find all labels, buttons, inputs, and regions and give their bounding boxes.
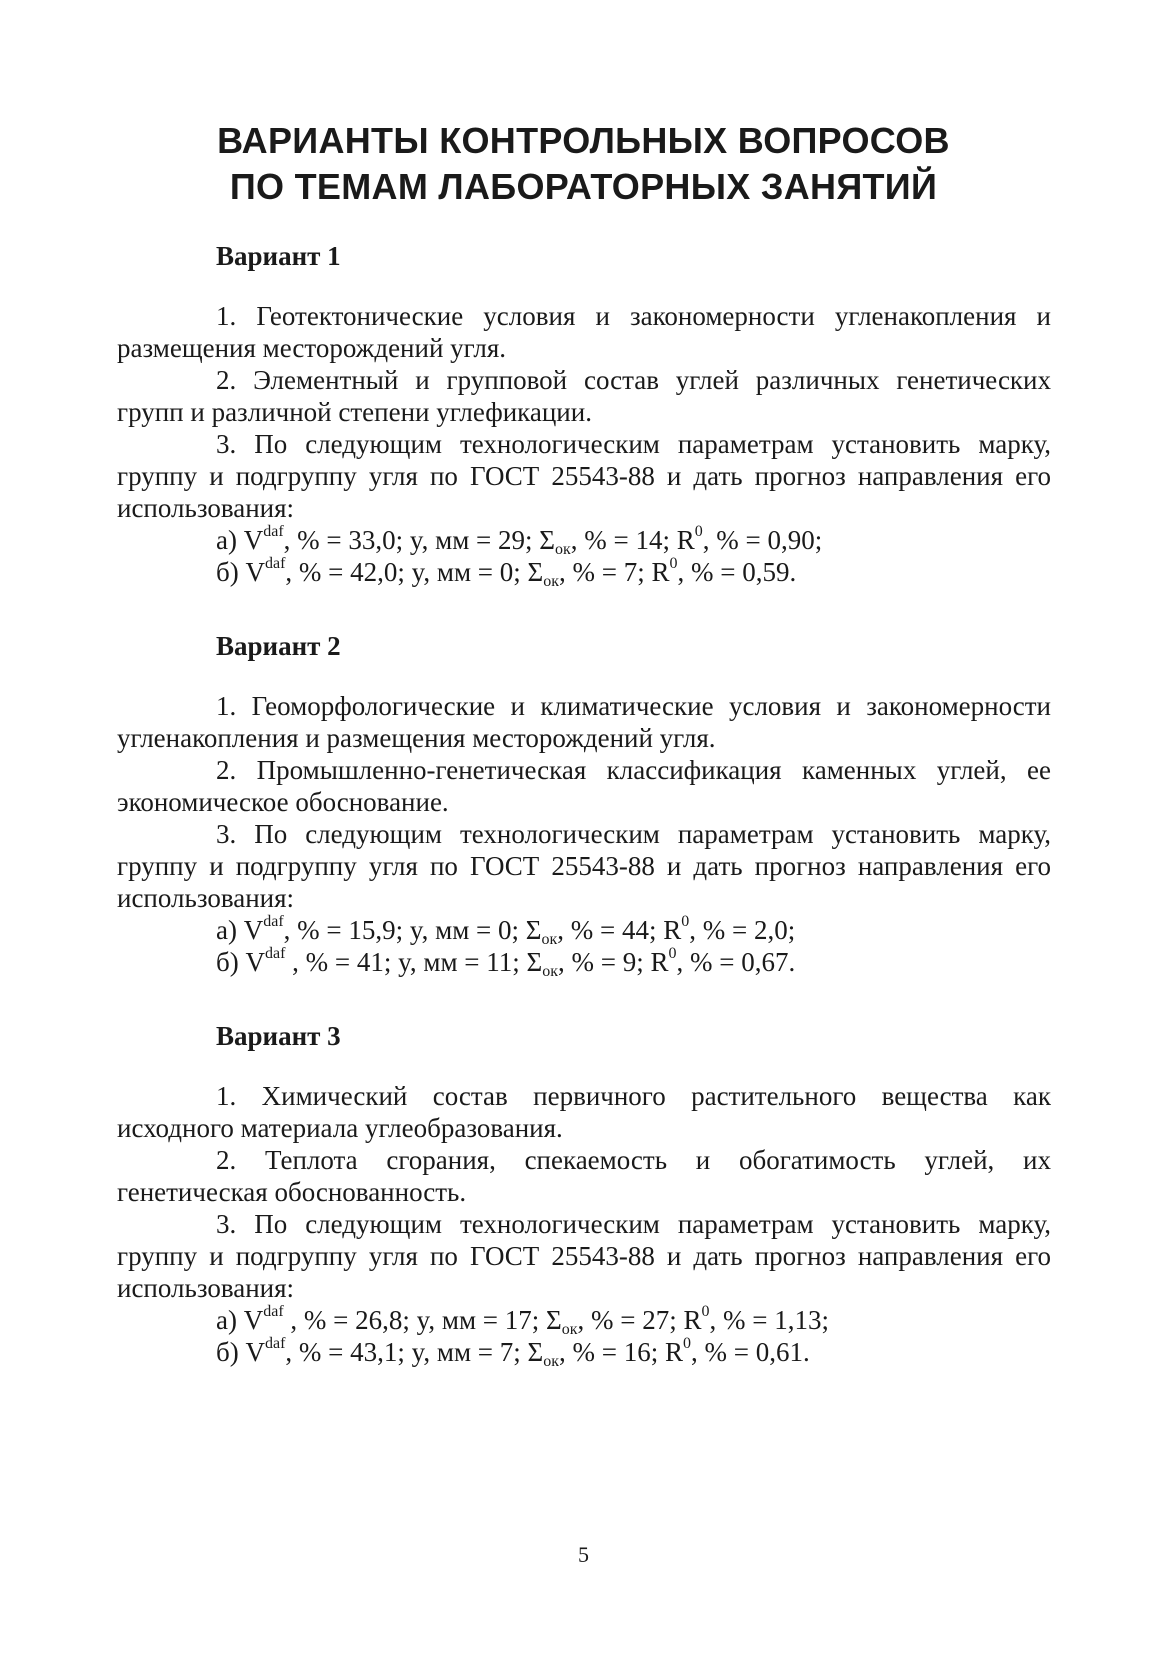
question-1: 1. Геоморфологические и климатические условия и закономерности угленакопления и размещения месторождений угля.	[117, 691, 1051, 753]
variant-2	[117, 630, 1051, 978]
question-2: 2. Промышленно-генетическая классификация каменных углей, ее экономическое обоснование.	[117, 755, 1051, 817]
title-line-2: ПО ТЕМАМ ЛАБОРАТОРНЫХ ЗАНЯТИЙ	[229, 166, 938, 207]
question-2: 2. Элементный и групповой состав углей различных генетических групп и различной степени углефикации.	[117, 365, 1051, 427]
page-title	[0, 118, 1167, 210]
parameters-a: а) $V^{daf}$, % = 15,9; y, мм = 0; $\Sigma_{ок}$, % = 44; $R^0$, % = 2,0;	[216, 913, 796, 948]
variant-3	[117, 1020, 1051, 1368]
variant-1	[117, 240, 1051, 588]
question-3: 3. По следующим технологическим параметрам установить марку, группу и подгруппу угля по ГОСТ 25543-88 и дать прогноз направления его использования:	[117, 1209, 1051, 1303]
variant-heading: Вариант 1	[216, 241, 341, 271]
variant-heading: Вариант 3	[216, 1021, 341, 1051]
parameters-b: б) $V^{daf}$ , % = 41; y, мм = 11; $\Sigma_{ок}$, % = 9; $R^0$, % = 0,67.	[216, 945, 796, 980]
title-line-1: ВАРИАНТЫ КОНТРОЛЬНЫХ ВОПРОСОВ	[217, 120, 950, 161]
question-1: 1. Химический состав первичного растительного вещества как исходного материала углеобразования.	[117, 1081, 1051, 1143]
parameters-b: б) $V^{daf}$, % = 42,0; y, мм = 0; $\Sigma_{ок}$, % = 7; $R^0$, % = 0,59.	[216, 555, 797, 590]
parameters-a: а) $V^{daf}$, % = 33,0; y, мм = 29; $\Sigma_{ок}$, % = 14; $R^0$, % = 0,90;	[216, 523, 823, 558]
parameters-a: а) $V^{daf}$ , % = 26,8; y, мм = 17; $\Sigma_{ок}$, % = 27; $R^0$, % = 1,13;	[216, 1303, 830, 1338]
page-number: 5	[578, 1542, 589, 1567]
question-3: 3. По следующим технологическим параметрам установить марку, группу и подгруппу угля по ГОСТ 25543-88 и дать прогноз направления его использования:	[117, 429, 1051, 523]
document-body	[117, 240, 1051, 1368]
variant-heading: Вариант 2	[216, 631, 341, 661]
question-3: 3. По следующим технологическим параметрам установить марку, группу и подгруппу угля по ГОСТ 25543-88 и дать прогноз направления его использования:	[117, 819, 1051, 913]
question-2: 2. Теплота сгорания, спекаемость и обогатимость углей, их генетическая обоснованность.	[117, 1145, 1051, 1207]
parameters-b: б) $V^{daf}$, % = 43,1; y, мм = 7; $\Sigma_{ок}$, % = 16; $R^0$, % = 0,61.	[216, 1335, 810, 1370]
question-1: 1. Геотектонические условия и закономерности угленакопления и размещения месторождений угля.	[117, 301, 1051, 363]
